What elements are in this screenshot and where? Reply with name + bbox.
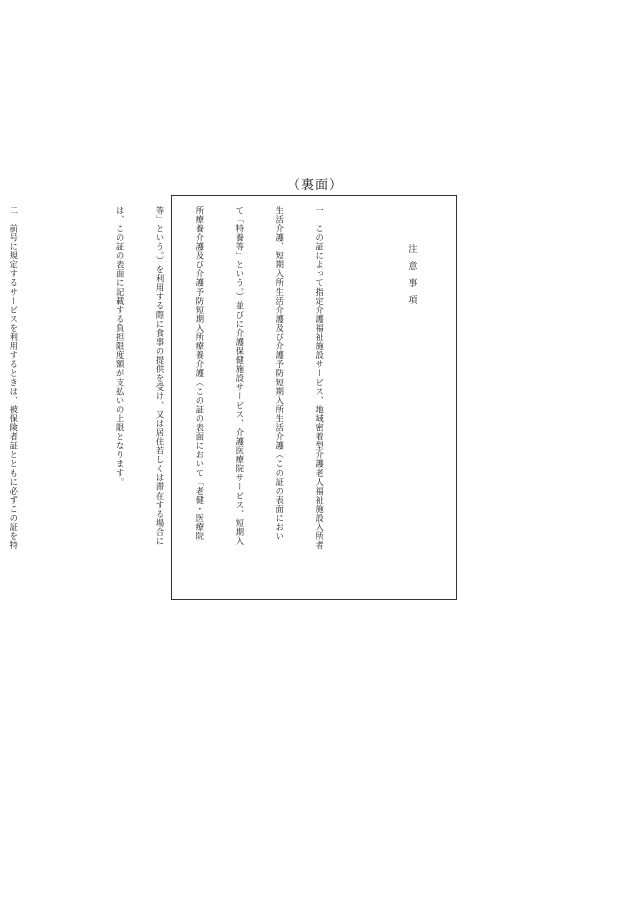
notice-line: は、この証の表面に記載する負担限度額が支払いの上限となります。 — [115, 206, 126, 487]
notice-item-1 — [86, 206, 352, 591]
notice-item-2 — [0, 206, 46, 591]
notice-card — [8, 195, 457, 600]
notice-line: 二 前号に規定するサービスを利用するときは、被保険者証とともに必ずこの証を特 — [8, 206, 19, 550]
notice-text-block — [0, 206, 444, 591]
notice-line: 一 この証によって指定介護福祉施設サービス、地域密着型介護老人福祉施設入所者 — [314, 206, 325, 550]
notice-line: て「特養等」という。）並びに介護保健施設サービス、介護医療院サービス、短期入 — [234, 206, 245, 546]
notice-line: 等」という。）を利用する際に食事の提供を受け、又は居住若しくは滞在する場合に — [155, 206, 166, 546]
notice-line: 生活介護、短期入所生活介護及び介護予防短期入所生活介護（この証の表面におい — [274, 206, 285, 541]
page-heading: （裏面） — [286, 178, 343, 193]
notice-line: 所療養介護及び介護予防短期入所療養介護（この証の表面において「老健・医療院 — [194, 206, 205, 541]
notice-title: 注意事項 — [406, 244, 417, 312]
